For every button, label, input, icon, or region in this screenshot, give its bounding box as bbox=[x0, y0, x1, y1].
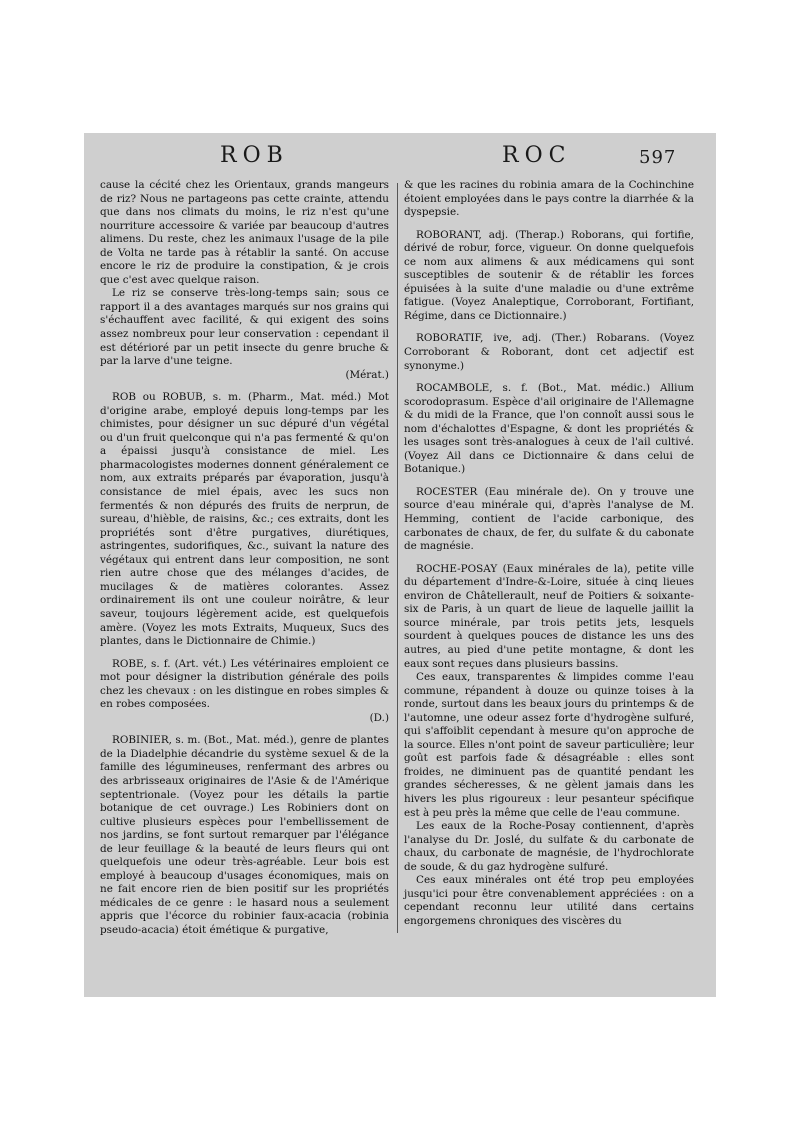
running-header bbox=[84, 143, 716, 179]
left-column bbox=[100, 179, 389, 938]
paragraph: & que les racines du robinia amara de la Cochinchine étoient employées dans le pays contre la diarrhée & la dyspepsie. bbox=[404, 179, 694, 219]
entry-rob: ROB ou ROBUB, s. m. (Pharm., Mat. méd.) Mot d'origine arabe, employé depuis long-temps par les chimistes, pour désigner un suc dépuré d'un végétal ou d'un fruit quelconque qui n'a pas fermenté & qu'on a épaissi jusqu'à consistance de miel. Les pharmacologistes modernes donnent généralement ce nom, aux extraits préparés par évaporation, jusqu'à consistance de miel épais, avec les sucs non fermentés & non dépurés des fruits de nerprun, de sureau, d'hièble, de raisins, &c.; ces extraits, dont les propriétés sont d'être purgatives, diurétiques, astringentes, sudorifiques, &c., suivant la nature des végétaux qui entrent dans leur composition, ne sont rien autre chose que des mélanges d'acides, de mucilages & de matières colorantes. Assez ordinairement ils ont une couleur noirâtre, & leur saveur, toujours légèrement acide, est quelquefois amère. (Voyez les mots Extraits, Muqueux, Sucs des plantes, dans le Dictionnaire de Chimie.) bbox=[100, 391, 389, 648]
entry-robe: ROBE, s. f. (Art. vét.) Les vétérinaires emploient ce mot pour désigner la distribution générale des poils chez les chevaux : on les distingue en robes simples & en robes composées. bbox=[100, 657, 389, 711]
paragraph: Ces eaux minérales ont été trop peu employées jusqu'ici pour être convenablement appréciées : on a cependant reconnu leur utilité dans certains engorgemens chroniques des viscères du bbox=[404, 874, 694, 927]
paragraph: Le riz se conserve très-long-temps sain; sous ce rapport il a des avantages marqués sur nos grains qui s'échauffent avec facilité, & qui exigent des soins assez nombreux pour leur conservation : cependant il est détérioré par un petit insecte du genre bruche & par la larve d'une teigne. bbox=[100, 287, 389, 368]
page-number: 597 bbox=[639, 147, 677, 168]
entry-roboratif: ROBORATIF, ive, adj. (Ther.) Robarans. (Voyez Corroborant & Roborant, dont cet adjectif est synonyme.) bbox=[404, 332, 694, 372]
right-column bbox=[404, 179, 694, 928]
column-divider bbox=[397, 183, 398, 933]
entry-rocester: ROCESTER (Eau minérale de). On y trouve une source d'eau minérale qui, d'après l'analyse de M. Hemming, contient de l'acide carbonique, des carbonates de chaux, de fer, du sulfate & du cabonate de magnésie. bbox=[404, 485, 694, 553]
paragraph: Les eaux de la Roche-Posay contiennent, d'après l'analyse du Dr. Joslé, du sulfate & du carbonate de chaux, du carbonate de magnésie, de l'hydrochlorate de soude, & du gaz hydrogène sulfuré. bbox=[404, 820, 694, 873]
header-left-word: ROB bbox=[220, 143, 289, 168]
scanned-page bbox=[84, 133, 716, 997]
entry-roche-posay: ROCHE-POSAY (Eaux minérales de la), petite ville du département d'Indre-&-Loire, située à cinq lieues environ de Châtellerault, neuf de Poitiers & soixante-six de Paris, à un quart de lieue de laquelle jaillit la source minérale, par trois petits jets, lesquels sourdent à quelques pouces de distance les uns des autres, au pied d'une petite montagne, & dont les eaux sont reçues dans plusieurs bassins. bbox=[404, 562, 694, 670]
paragraph: cause la cécité chez les Orientaux, grands mangeurs de riz? Nous ne partageons pas cette crainte, attendu que dans nos climats du moins, le riz n'est qu'une nourriture accessoire & variée par beaucoup d'autres alimens. Du reste, chez les animaux l'usage de la pile de Volta ne tarde pas à rétablir la santé. On accuse encore le riz de produire la constipation, & je crois que c'est avec quelque raison. bbox=[100, 179, 389, 286]
header-right-word: ROC bbox=[502, 143, 572, 168]
author-signature: (D.) bbox=[369, 711, 389, 724]
entry-robinier: ROBINIER, s. m. (Bot., Mat. méd.), genre de plantes de la Diadelphie décandrie du système sexuel & de la famille des légumineuses, renfermant des arbres ou des arbrisseaux originaires de l'Asie & de l'Amérique septentrionale. (Voyez pour les détails la partie botanique de cet ouvrage.) Les Robiniers dont on cultive plusieurs espèces pour l'embellissement de nos jardins, se font surtout remarquer par l'élégance de leur feuillage & la beauté de leurs fleurs qui ont quelquefois une odeur très-agréable. Leur bois est employé à beaucoup d'usages économiques, mais on ne fait encore rien de bien positif sur les propriétés médicales de ce genre : le hasard nous a seulement appris que l'écorce du robinier faux-acacia (robinia pseudo-acacia) étoit émétique & purgative, bbox=[100, 734, 389, 936]
author-signature: (Mérat.) bbox=[345, 368, 389, 381]
paragraph: Ces eaux, transparentes & limpides comme l'eau commune, répandent à douze ou quinze toises à la ronde, surtout dans les beaux jours du printemps & de l'automne, une odeur assez forte d'hydrogène sulfuré, qui s'affoiblit cependant à mesure qu'on approche de la source. Elles n'ont point de saveur particulière; leur goût est parfois fade & désagréable : elles sont froides, ne diminuent pas de quantité pendant les grandes sécheresses, & ne gèlent jamais dans les hivers les plus rigoureux : leur pesanteur spécifique est à peu près la même que celle de l'eau commune. bbox=[404, 671, 694, 819]
entry-rocambole: ROCAMBOLE, s. f. (Bot., Mat. médic.) Allium scorodoprasum. Espèce d'ail originaire de l'Allemagne & du midi de la France, que l'on connoît aussi sous le nom d'échalottes d'Espagne, & dont les propriétés & les usages sont très-analogues à ceux de l'ail cultivé. (Voyez Ail dans ce Dictionnaire & dans celui de Botanique.) bbox=[404, 382, 694, 476]
entry-roborant: ROBORANT, adj. (Therap.) Roborans, qui fortifie, dérivé de robur, force, vigueur. On donne quelquefois ce nom aux alimens & aux médicamens qui sont susceptibles de soutenir & de rétablir les forces épuisées à la suite d'une maladie ou d'une extrême fatigue. (Voyez Analeptique, Corroborant, Fortifiant, Régime, dans ce Dictionnaire.) bbox=[404, 228, 694, 322]
